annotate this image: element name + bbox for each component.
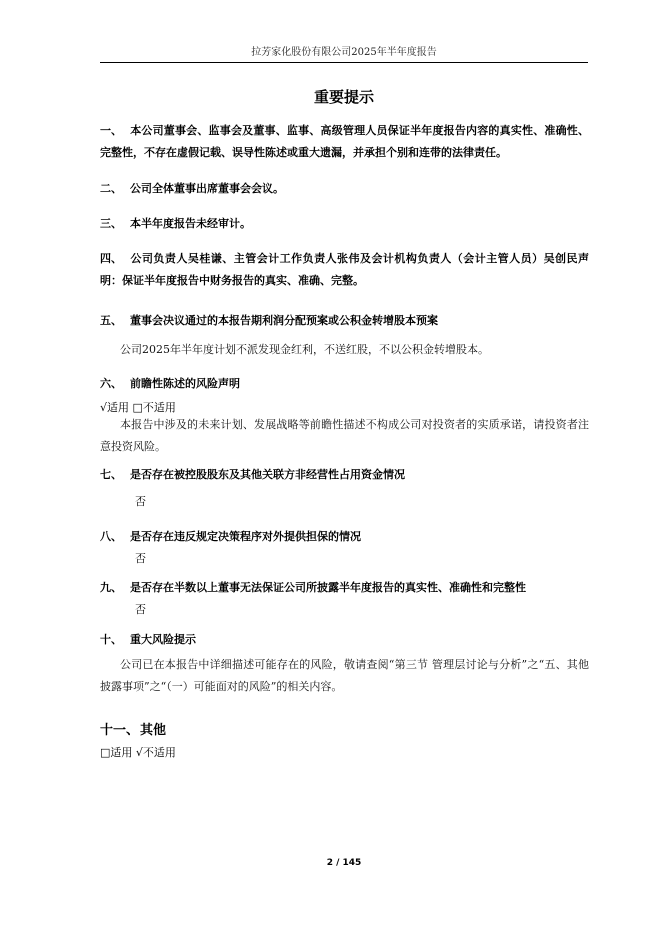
section-7-answer: 否 bbox=[135, 495, 146, 508]
section-11 bbox=[100, 719, 166, 738]
section-1 bbox=[100, 120, 589, 164]
section-6-body: 本报告中涉及的未来计划、发展战略等前瞻性描述不构成公司对投资者的实质承诺，请投资者注意投资风险。 bbox=[100, 418, 589, 453]
section-5-number: 五、 bbox=[100, 314, 122, 327]
section-8-number: 八、 bbox=[100, 530, 122, 543]
section-5-body: 公司2025年半年度计划不派发现金红利，不送红股，不以公积金转增股本。 bbox=[120, 343, 489, 356]
section-9-answer: 否 bbox=[135, 603, 146, 616]
section-5 bbox=[100, 312, 438, 328]
section-4-number: 四、 bbox=[100, 252, 122, 265]
section-10-text: 重大风险提示 bbox=[130, 633, 196, 646]
section-5-text: 董事会决议通过的本报告期利润分配预案或公积金转增股本预案 bbox=[130, 314, 438, 327]
section-2-number: 二、 bbox=[100, 182, 122, 195]
section-6-number: 六、 bbox=[100, 377, 122, 390]
section-1-text: 本公司董事会、监事会及董事、监事、高级管理人员保证半年度报告内容的真实性、准确性、完整性，不存在虚假记载、误导性陈述或重大遗漏，并承担个别和连带的法律责任。 bbox=[100, 124, 589, 159]
section-2-text: 公司全体董事出席董事会会议。 bbox=[130, 182, 284, 195]
section-6-applicability: √适用 □不适用 bbox=[100, 401, 176, 414]
section-3-text: 本半年度报告未经审计。 bbox=[130, 217, 251, 230]
section-1-number: 一、 bbox=[100, 124, 122, 137]
section-10 bbox=[100, 631, 196, 647]
section-10-number: 十、 bbox=[100, 633, 122, 646]
section-8-answer: 否 bbox=[135, 552, 146, 565]
section-10-body: 公司已在本报告中详细描述可能存在的风险，敬请查阅“第三节 管理层讨论与分析”之“五、其他披露事项”之“（一）可能面对的风险”的相关内容。 bbox=[100, 658, 589, 693]
section-11-applicability: □适用 √不适用 bbox=[100, 746, 176, 759]
section-11-text: 其他 bbox=[140, 723, 167, 738]
section-9-text: 是否存在半数以上董事无法保证公司所披露半年度报告的真实性、准确性和完整性 bbox=[130, 581, 526, 594]
page-title: 重要提示 bbox=[313, 88, 374, 106]
section-3 bbox=[100, 215, 251, 231]
section-7-number: 七、 bbox=[100, 468, 122, 481]
section-8 bbox=[100, 528, 361, 544]
section-11-number: 十一、 bbox=[100, 723, 140, 738]
section-8-text: 是否存在违反规定决策程序对外提供担保的情况 bbox=[130, 530, 361, 543]
report-header: 拉芳家化股份有限公司2025年半年度报告 bbox=[251, 47, 437, 58]
section-4-text: 公司负责人吴桂谦、主管会计工作负责人张伟及会计机构负责人（会计主管人员）吴创民声明：保证半年度报告中财务报告的真实、准确、完整。 bbox=[100, 252, 589, 287]
section-9 bbox=[100, 579, 526, 595]
page-number: 2 / 145 bbox=[326, 858, 362, 868]
section-7 bbox=[100, 466, 405, 482]
section-2 bbox=[100, 180, 284, 196]
section-3-number: 三、 bbox=[100, 217, 122, 230]
header-divider bbox=[100, 62, 588, 63]
section-6 bbox=[100, 375, 240, 391]
section-7-text: 是否存在被控股股东及其他关联方非经营性占用资金情况 bbox=[130, 468, 405, 481]
section-4 bbox=[100, 248, 589, 292]
section-9-number: 九、 bbox=[100, 581, 122, 594]
section-6-text: 前瞻性陈述的风险声明 bbox=[130, 377, 240, 390]
